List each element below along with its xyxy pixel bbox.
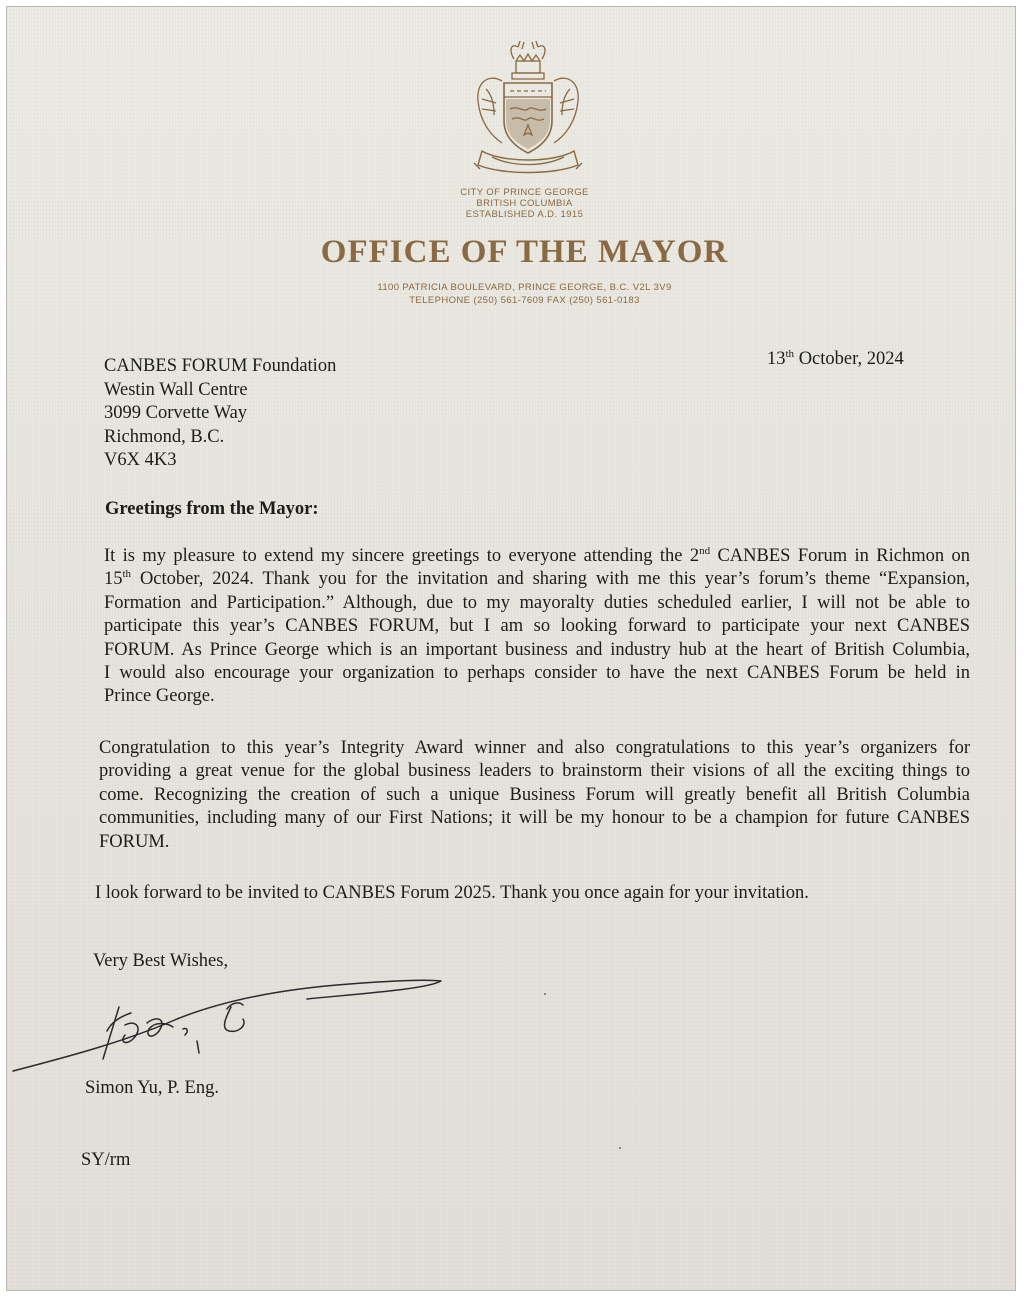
letter-page <box>6 6 1016 1291</box>
paper-speck <box>544 993 546 995</box>
office-address <box>307 281 742 307</box>
paragraph-line: FORUM. <box>99 831 170 852</box>
handwritten-signature <box>7 967 467 1087</box>
city-crest-icon <box>462 39 594 181</box>
date-day: 13 <box>767 349 786 369</box>
recipient-line: Westin Wall Centre <box>104 379 248 400</box>
text-run: October, 2024. Thank you for the invitation and sharing with me this year’s forum’s theme “Expansion, <box>131 569 970 590</box>
province-name: BRITISH COLUMBIA <box>476 198 573 209</box>
paragraph-line: I look forward to be invited to CANBES Forum 2025. Thank you once again for your invitation. <box>95 883 809 903</box>
text-run: CANBES Forum in Richmon on <box>710 546 970 566</box>
paragraph-line: come. Recognizing the creation of such a unique Business Forum will greatly benefit all British Columbia <box>99 784 970 805</box>
recipient-line: V6X 4K3 <box>104 450 177 471</box>
recipient-address <box>104 355 504 473</box>
paper-speck <box>619 1147 621 1149</box>
ordinal-suffix: th <box>122 568 132 581</box>
established-date: ESTABLISHED A.D. 1915 <box>465 209 584 220</box>
phone-fax: TELEPHONE (250) 561-7609 FAX (250) 561-0183 <box>409 295 640 306</box>
text-run: It is my pleasure to extend my sincere greetings to everyone attending the 2 <box>104 546 700 566</box>
street-address: 1100 PATRICIA BOULEVARD, PRINCE GEORGE, B.C. V2L 3V9 <box>377 282 672 293</box>
recipient-line: Richmond, B.C. <box>104 426 225 447</box>
body-paragraph-2 <box>99 737 970 854</box>
reference-initials: SY/rm <box>81 1150 131 1170</box>
city-name: CITY OF PRINCE GEORGE <box>460 187 589 198</box>
recipient-line: CANBES FORUM Foundation <box>104 356 337 376</box>
body-paragraph-1 <box>104 545 970 709</box>
paragraph-line: Formation and Participation.” Although, due to my mayoralty duties scheduled earlier, I will not be able to <box>104 592 970 613</box>
closing-salutation: Very Best Wishes, <box>93 951 229 971</box>
paragraph-line: Prince George. <box>104 686 215 707</box>
paragraph-line <box>104 545 970 568</box>
paragraph-line: I would also encourage your organization to perhaps consider to have the next CANBES Forum be held in <box>104 663 970 684</box>
text-run: 15 <box>104 569 123 590</box>
signer-name: Simon Yu, P. Eng. <box>85 1078 219 1098</box>
date-rest: October, 2024 <box>794 349 904 369</box>
paragraph-line: participate this year’s CANBES FORUM, but I am so looking forward to participate your next CANBES <box>104 616 970 637</box>
ordinal-suffix: nd <box>699 544 711 557</box>
paragraph-line: providing a great venue for the global business leaders to brainstorm their visions of all the exciting things to <box>99 761 970 782</box>
paragraph-line: FORUM. As Prince George which is an important business and industry hub at the heart of British Columbia, <box>104 639 970 660</box>
paragraph-line <box>104 568 970 591</box>
office-title: OFFICE OF THE MAYOR <box>320 234 729 270</box>
date-suffix: th <box>785 347 795 360</box>
letter-date <box>767 349 1007 370</box>
paragraph-line: communities, including many of our First Nations; it will be my honour to be a champion for future CANBES <box>99 808 970 829</box>
recipient-line: 3099 Corvette Way <box>104 403 248 424</box>
paragraph-line: Congratulation to this year’s Integrity Award winner and also congratulations to this year’s organizers for <box>99 738 970 758</box>
greeting: Greetings from the Mayor: <box>105 499 319 519</box>
city-info <box>387 187 662 220</box>
body-paragraph-3 <box>95 882 975 905</box>
